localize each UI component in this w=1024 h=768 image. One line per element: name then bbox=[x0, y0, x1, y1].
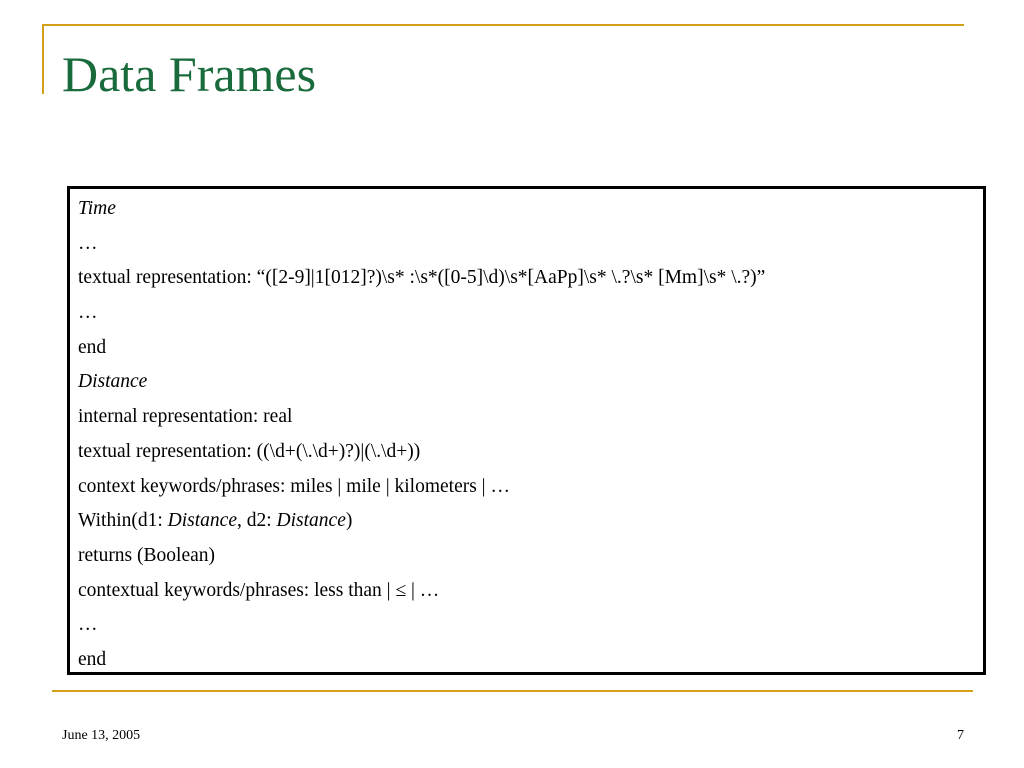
frame-name-distance: Distance bbox=[78, 371, 148, 393]
footer-page-number: 7 bbox=[957, 728, 964, 743]
slide-title: Data Frames bbox=[62, 46, 317, 102]
distance-internal-representation: internal representation: real bbox=[78, 406, 293, 428]
distance-textual-representation: textual representation: ((\d+(\.\d+)?)|(\.\d+)) bbox=[78, 440, 421, 462]
frame-name-time: Time bbox=[78, 198, 116, 219]
within-middle: , d2: bbox=[237, 510, 277, 532]
within-prefix: Within(d1: bbox=[78, 510, 168, 532]
frame-definition-text bbox=[78, 192, 978, 678]
frame-end: end bbox=[78, 648, 107, 670]
within-type-1: Distance bbox=[167, 510, 237, 532]
within-type-2: Distance bbox=[276, 510, 346, 532]
frame-ellipsis: … bbox=[78, 302, 98, 324]
distance-context-keywords: context keywords/phrases: miles | mile | kilometers | … bbox=[78, 475, 510, 497]
accent-line-bottom bbox=[52, 690, 973, 692]
frame-end: end bbox=[78, 336, 107, 358]
frame-ellipsis: … bbox=[78, 232, 98, 254]
accent-line-left bbox=[42, 24, 44, 94]
accent-line-top bbox=[42, 24, 964, 26]
footer-date: June 13, 2005 bbox=[62, 728, 141, 743]
within-suffix: ) bbox=[345, 510, 353, 532]
within-return-type: returns (Boolean) bbox=[78, 544, 215, 566]
time-textual-representation: textual representation: “([2-9]|1[012]?)\s* :\s*([0-5]\d)\s*[AaPp]\s* \.?\s* [Mm]\s* \.?)” bbox=[78, 267, 766, 289]
within-contextual-keywords: contextual keywords/phrases: less than | ≤ | … bbox=[78, 579, 440, 601]
within-operation-signature bbox=[78, 504, 978, 539]
frame-ellipsis: … bbox=[78, 614, 98, 636]
